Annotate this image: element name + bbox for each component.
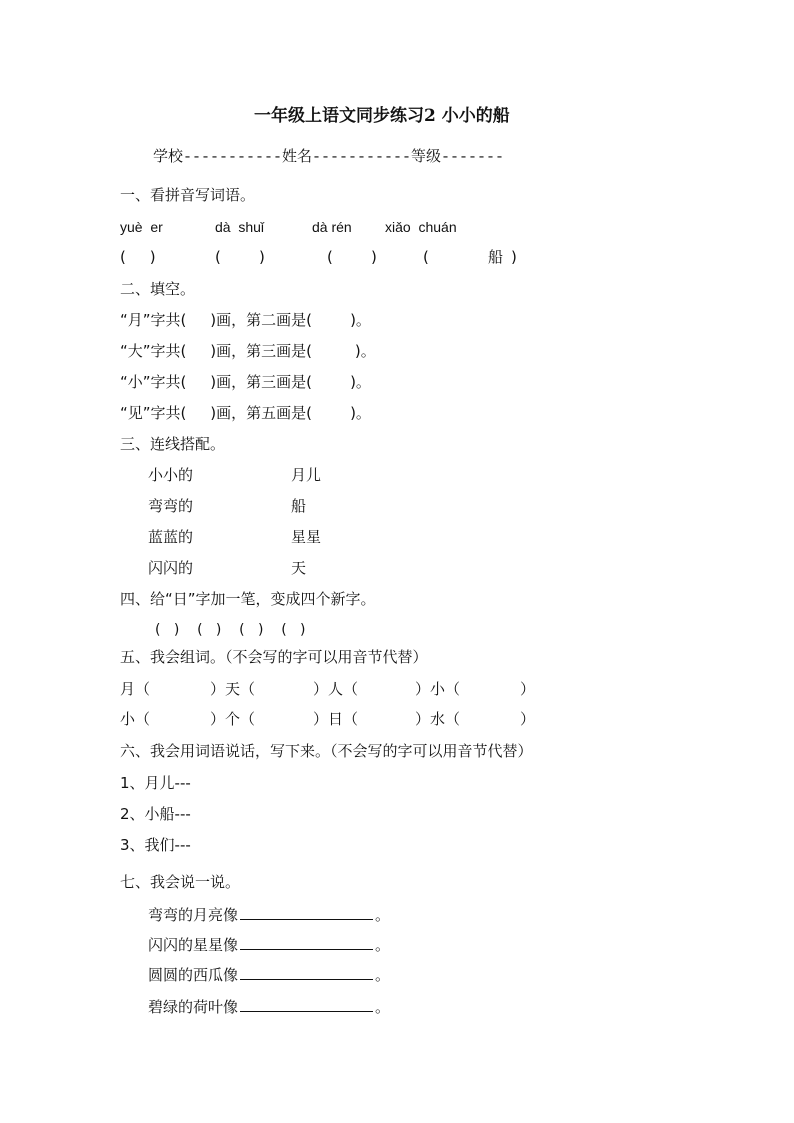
pinyin-3: dà rén <box>312 219 352 235</box>
section-4-heading: 四、给“日”字加一笔，变成四个新字。 <box>120 590 376 608</box>
match-left-2[interactable]: 弯弯的 <box>148 497 194 515</box>
match-left-3[interactable]: 蓝蓝的 <box>148 528 194 546</box>
answer-bracket-2[interactable]: ( ) <box>215 248 265 266</box>
answer-bracket-4-char: 船 <box>488 248 504 266</box>
word-row-1-e: ） <box>520 680 536 698</box>
period: 。 <box>375 998 391 1016</box>
period: 。 <box>375 966 391 984</box>
match-right-1[interactable]: 月儿 <box>291 466 322 484</box>
answer-blank[interactable] <box>240 906 373 920</box>
match-right-4[interactable]: 天 <box>291 559 307 577</box>
fill-line-3[interactable]: “小”字共( )画，第三画是( )。 <box>120 373 371 391</box>
word-row-2-c[interactable]: ）日（ <box>313 710 359 728</box>
word-row-1-b[interactable]: ）天（ <box>210 680 256 698</box>
sentence-item-2[interactable]: 2、小船--- <box>120 805 191 823</box>
simile-prompt: 碧绿的荷叶像 <box>148 998 239 1016</box>
answer-bracket-4-open[interactable]: ( <box>423 248 429 266</box>
pinyin-4: xiǎo chuán <box>385 219 457 235</box>
section-5-heading: 五、我会组词。（不会写的字可以用音节代替） <box>120 648 428 666</box>
answer-blank[interactable] <box>240 966 373 980</box>
word-row-1-c[interactable]: ）人（ <box>313 680 359 698</box>
word-row-2-a[interactable]: 小（ <box>120 710 151 728</box>
word-row-2-d[interactable]: ）水（ <box>415 710 461 728</box>
answer-blank[interactable] <box>240 936 373 950</box>
word-row-2-e: ） <box>520 710 536 728</box>
match-right-3[interactable]: 星星 <box>291 528 322 546</box>
section-6-heading: 六、我会用词语说话，写下来。（不会写的字可以用音节代替） <box>120 742 533 760</box>
word-row-2-b[interactable]: ）个（ <box>210 710 256 728</box>
page-title: 一年级上语文同步练习2 小小的船 <box>254 106 510 126</box>
simile-prompt: 闪闪的星星像 <box>148 936 239 954</box>
simile-prompt: 弯弯的月亮像 <box>148 906 239 924</box>
answer-blank[interactable] <box>240 998 373 1012</box>
word-row-1-d[interactable]: ）小（ <box>415 680 461 698</box>
new-char-brackets[interactable]: ( ) ( ) ( ) ( ) <box>155 622 306 638</box>
match-left-1[interactable]: 小小的 <box>148 466 194 484</box>
simile-line-1[interactable] <box>148 906 390 923</box>
student-info-line: 学校-----------姓名-----------等级------- <box>153 149 505 166</box>
fill-line-1[interactable]: “月”字共( )画，第二画是( )。 <box>120 311 371 329</box>
word-row-1-a[interactable]: 月（ <box>120 680 151 698</box>
fill-line-4[interactable]: “见”字共( )画，第五画是( )。 <box>120 404 371 422</box>
answer-bracket-1[interactable]: ( ) <box>120 248 156 266</box>
fill-line-2[interactable]: “大”字共( )画，第三画是( )。 <box>120 342 376 360</box>
sentence-item-3[interactable]: 3、我们--- <box>120 836 191 854</box>
answer-bracket-3[interactable]: ( ) <box>327 248 377 266</box>
simile-line-4[interactable] <box>148 998 390 1015</box>
section-7-heading: 七、我会说一说。 <box>120 873 241 891</box>
section-3-heading: 三、连线搭配。 <box>120 435 226 453</box>
period: 。 <box>375 906 391 924</box>
pinyin-1: yuè er <box>120 219 163 235</box>
section-1-heading: 一、看拼音写词语。 <box>120 186 256 204</box>
match-right-2[interactable]: 船 <box>291 497 307 515</box>
answer-bracket-4-close: ) <box>511 248 517 266</box>
simile-line-2[interactable] <box>148 936 390 953</box>
pinyin-2: dà shuǐ <box>215 219 265 235</box>
match-left-4[interactable]: 闪闪的 <box>148 559 194 577</box>
simile-prompt: 圆圆的西瓜像 <box>148 966 239 984</box>
sentence-item-1[interactable]: 1、月儿--- <box>120 774 191 792</box>
section-2-heading: 二、填空。 <box>120 280 196 298</box>
period: 。 <box>375 936 391 954</box>
simile-line-3[interactable] <box>148 966 390 983</box>
